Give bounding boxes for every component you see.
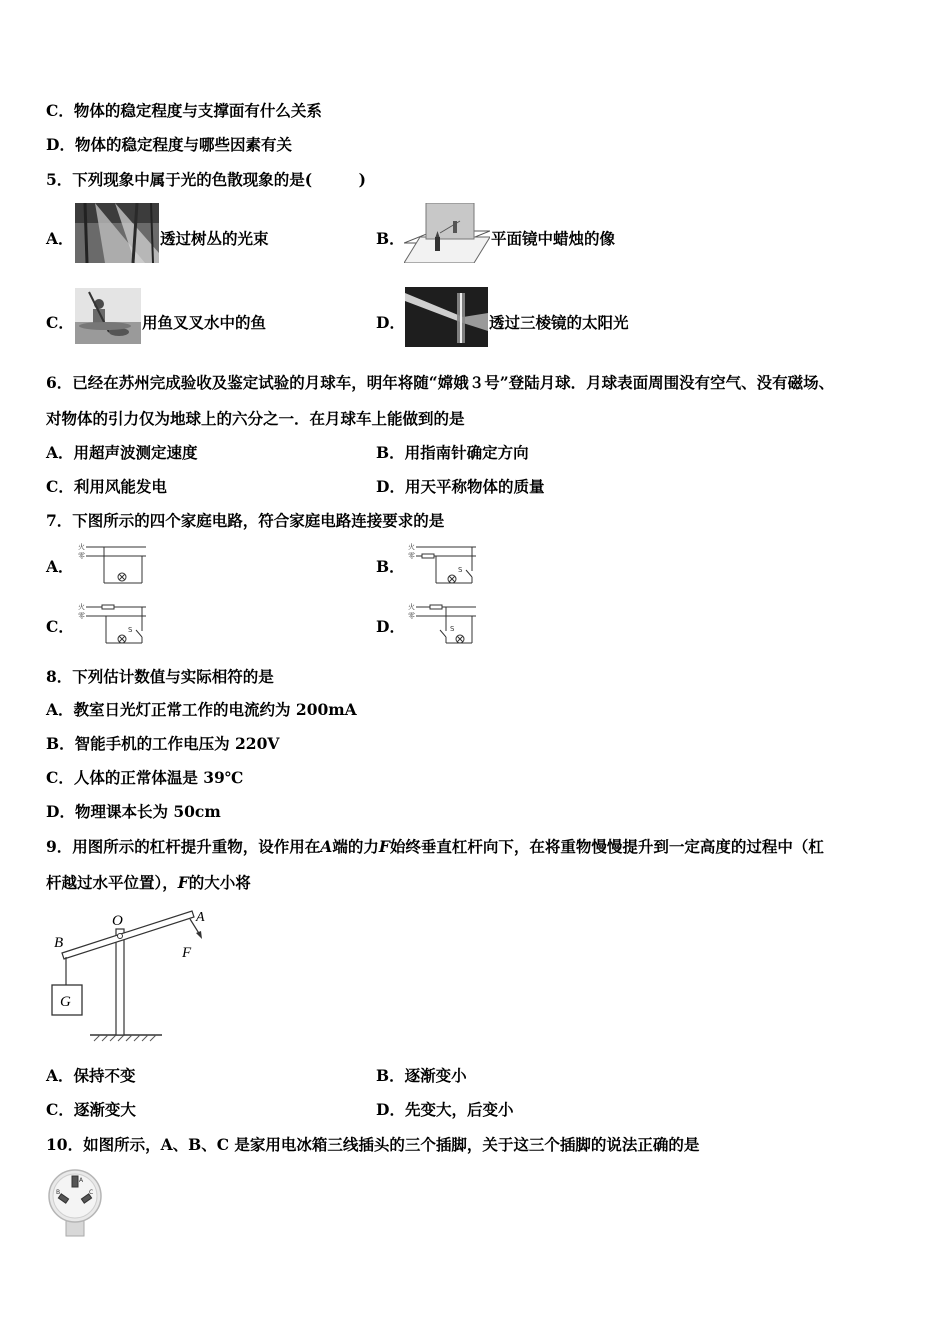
q8-option-b: B．智能手机的工作电压为 220V	[46, 734, 280, 753]
q6-option-a: A．用超声波测定速度	[46, 443, 198, 462]
svg-text:零: 零	[408, 612, 415, 620]
svg-text:S: S	[128, 626, 133, 634]
q5-stem: 5．下列现象中属于光的色散现象的是( )	[46, 170, 366, 189]
pivot-o-label: O	[112, 913, 123, 929]
q5-option-c-label: C．	[46, 313, 74, 332]
q5-mirror-candle-image	[404, 203, 490, 263]
q5-tree-light-image	[75, 203, 159, 263]
q9-option-b: B．逐渐变小	[376, 1066, 467, 1085]
q8-option-a: A．教室日光灯正常工作的电流约为 200mA	[46, 700, 357, 719]
q7-circuit-a-diagram	[76, 541, 148, 587]
q5-option-d-text: 透过三棱镜的太阳光	[489, 313, 629, 332]
q9-option-c: C．逐渐变大	[46, 1100, 136, 1119]
q5-option-b-label: B．	[376, 229, 405, 248]
svg-text:S: S	[458, 566, 463, 574]
q5-option-a-label: A．	[46, 229, 74, 248]
q5-option-c-text: 用鱼叉叉水中的鱼	[142, 313, 267, 332]
q7-option-c-label: C．	[46, 617, 74, 636]
q4-option-d: D．物体的稳定程度与哪些因素有关	[46, 135, 292, 154]
live-wire-label: 火	[78, 543, 85, 551]
q7-circuit-b-diagram	[406, 541, 478, 587]
q9-stem-line-1: 9．用图所示的杠杆提升重物，设作用在A端的力F始终垂直杠杆向下，在将重物慢慢提升到一定高度的过程中（杠	[46, 837, 824, 856]
svg-text:S: S	[450, 625, 455, 633]
svg-text:零: 零	[408, 552, 415, 560]
q6-option-b: B．用指南针确定方向	[376, 443, 529, 462]
q8-stem: 8．下列估计数值与实际相符的是	[46, 667, 274, 686]
q9-option-a: A．保持不变	[46, 1066, 136, 1085]
plug-pin-c-label: C	[89, 1189, 94, 1196]
plug-pin-b-label: B	[56, 1189, 61, 1196]
svg-text:火: 火	[408, 603, 415, 611]
q9-option-d: D．先变大，后变小	[376, 1100, 514, 1119]
q5-prism-sunlight-image	[405, 287, 488, 347]
q7-circuit-d-diagram	[406, 601, 478, 647]
force-f-label: F	[182, 945, 192, 961]
q7-stem: 7．下图所示的四个家庭电路，符合家庭电路连接要求的是	[46, 511, 445, 530]
q10-three-pin-plug-image	[46, 1166, 106, 1238]
end-b-label: B	[54, 935, 64, 951]
end-a-label: A	[196, 910, 205, 925]
q7-option-b-label: B．	[376, 557, 405, 576]
q7-option-d-label: D．	[376, 617, 405, 636]
q5-option-d-label: D．	[376, 313, 405, 332]
svg-text:火: 火	[78, 603, 85, 611]
q6-option-d: D．用天平称物体的质量	[376, 477, 545, 496]
q6-stem-line-2: 对物体的引力仅为地球上的六分之一．在月球车上能做到的是	[46, 409, 465, 428]
q4-option-c: C．物体的稳定程度与支撑面有什么关系	[46, 101, 322, 120]
q5-option-b-text: 平面镜中蜡烛的像	[491, 229, 616, 248]
plug-pin-a-label: A	[79, 1177, 84, 1184]
neutral-wire-label: 零	[78, 552, 85, 560]
q9-lever-diagram	[44, 905, 214, 1045]
q5-option-a-text: 透过树丛的光束	[160, 229, 269, 248]
q5-fishing-spear-image	[75, 288, 141, 344]
weight-g-label: G	[60, 994, 71, 1010]
q8-option-c: C．人体的正常体温是 39℃	[46, 768, 244, 787]
q6-option-c: C．利用风能发电	[46, 477, 167, 496]
svg-text:火: 火	[408, 543, 415, 551]
q9-stem-line-2: 杆越过水平位置），F的大小将	[46, 873, 251, 892]
svg-text:零: 零	[78, 612, 85, 620]
q7-circuit-c-diagram	[76, 601, 148, 647]
q10-stem: 10．如图所示，A、B、C 是家用电冰箱三线插头的三个插脚，关于这三个插脚的说法正确的是	[46, 1135, 700, 1154]
q6-stem-line-1: 6．已经在苏州完成验收及鉴定试验的月球车，明年将随“嫦娥３号”登陆月球．月球表面周围没有空气、没有磁场、	[46, 373, 835, 392]
q8-option-d: D．物理课本长为 50cm	[46, 802, 221, 821]
q7-option-a-label: A．	[46, 557, 74, 576]
